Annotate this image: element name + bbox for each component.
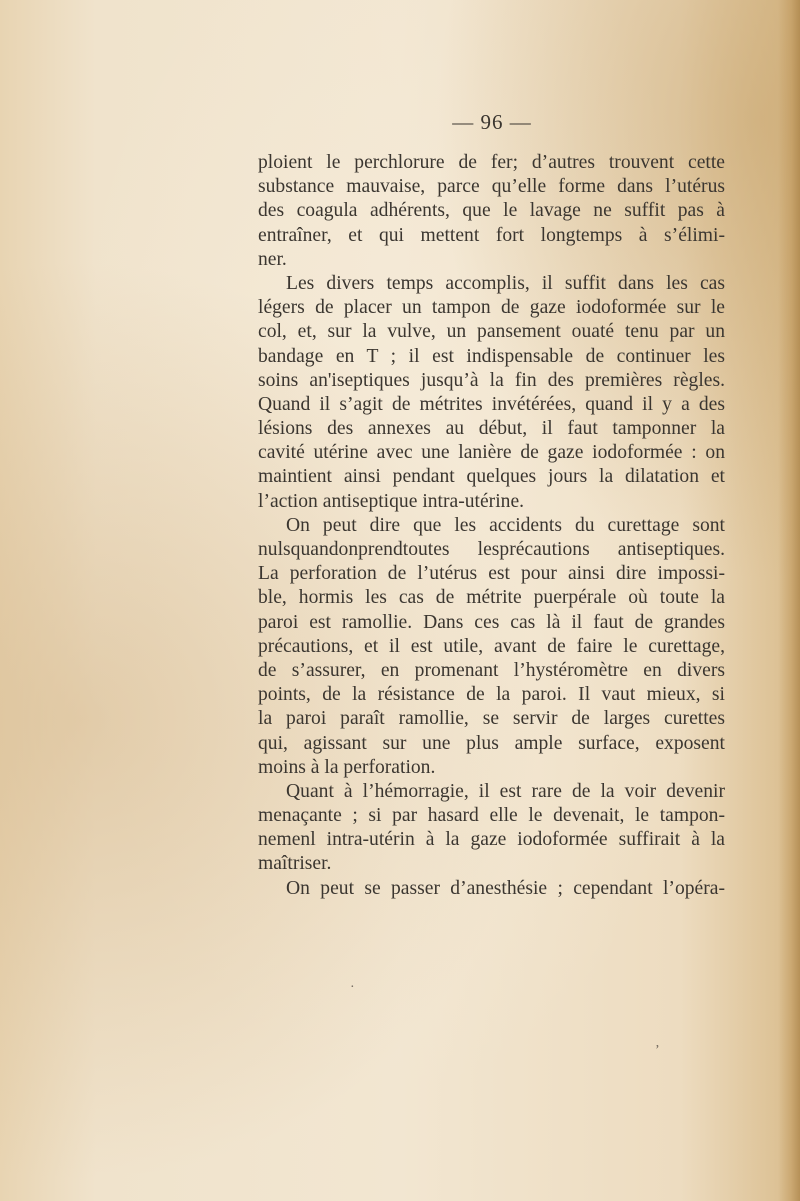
ink-speck: ʼ xyxy=(655,1043,660,1058)
text-line: l’action antiseptique intra-utérine. xyxy=(258,490,525,512)
text-line: légers de placer un tampon de gaze iodoformée sur le xyxy=(258,297,725,319)
text-line: ploient le perchlorure de fer; d’autres trouvent cette xyxy=(258,152,725,173)
text-line: cavité utérine avec une lanière de gaze iodoformée : on xyxy=(258,442,725,464)
page-number xyxy=(0,110,800,135)
page-number-text: — 96 — xyxy=(452,110,532,134)
text-line: qui, agissant sur une plus ample surface, exposent xyxy=(258,732,725,754)
text-line: Quand il s’agit de métrites invétérées, quand il y a des xyxy=(258,393,725,415)
text-line: moins à la perforation. xyxy=(258,756,436,778)
text-line: de s’assurer, en promenant l’hystéromètre en divers xyxy=(258,659,725,681)
text-line: Les divers temps accomplis, il suffit dans les cas xyxy=(286,272,725,294)
text-line: entraîner, et qui mettent fort longtemps à s’élimi- xyxy=(258,224,725,246)
text-line: la paroi paraît ramollie, se servir de larges curettes xyxy=(258,708,725,730)
text-line: paroi est ramollie. Dans ces cas là il faut de grandes xyxy=(258,611,725,633)
text-line: Quant à l’hémorragie, il est rare de la voir devenir xyxy=(286,780,725,802)
text-line: lésions des annexes au début, il faut tamponner la xyxy=(258,418,725,440)
body-text xyxy=(258,151,725,901)
text-line: maintient ainsi pendant quelques jours la dilatation et xyxy=(258,466,725,488)
text-line: maîtriser. xyxy=(258,853,332,875)
text-line: col, et, sur la vulve, un pansement ouaté tenu par un xyxy=(258,321,725,343)
text-line: substance mauvaise, parce qu’elle forme dans l’utérus xyxy=(258,176,725,198)
ink-speck: · xyxy=(350,980,355,995)
text-line: nemenl intra-utérin à la gaze iodoformée suffirait à la xyxy=(258,829,725,851)
text-line: On peut dire que les accidents du curettage sont xyxy=(286,514,725,536)
text-line: points, de la résistance de la paroi. Il vaut mieux, si xyxy=(258,684,725,706)
text-line: des coagula adhérents, que le lavage ne suffit pas à xyxy=(258,200,725,222)
text-line: On peut se passer d’anesthésie ; cependant l’opéra- xyxy=(286,877,725,899)
page-edge-shadow xyxy=(778,0,800,1201)
text-line: soins an'iseptiques jusqu’à la fin des premières règles. xyxy=(258,369,725,391)
text-line: bandage en T ; il est indispensable de continuer les xyxy=(258,345,725,367)
text-line: La perforation de l’utérus est pour ainsi dire impossi- xyxy=(258,563,725,585)
text-line: précautions, et il est utile, avant de faire le curettage, xyxy=(258,635,725,657)
text-line: ble, hormis les cas de métrite puerpérale où toute la xyxy=(258,587,725,609)
text-line: menaçante ; si par hasard elle le devenait, le tampon- xyxy=(258,805,725,827)
text-line: ner. xyxy=(258,248,287,270)
text-line: nulsquandonprendtoutes lesprécautions antiseptiques. xyxy=(258,539,725,560)
